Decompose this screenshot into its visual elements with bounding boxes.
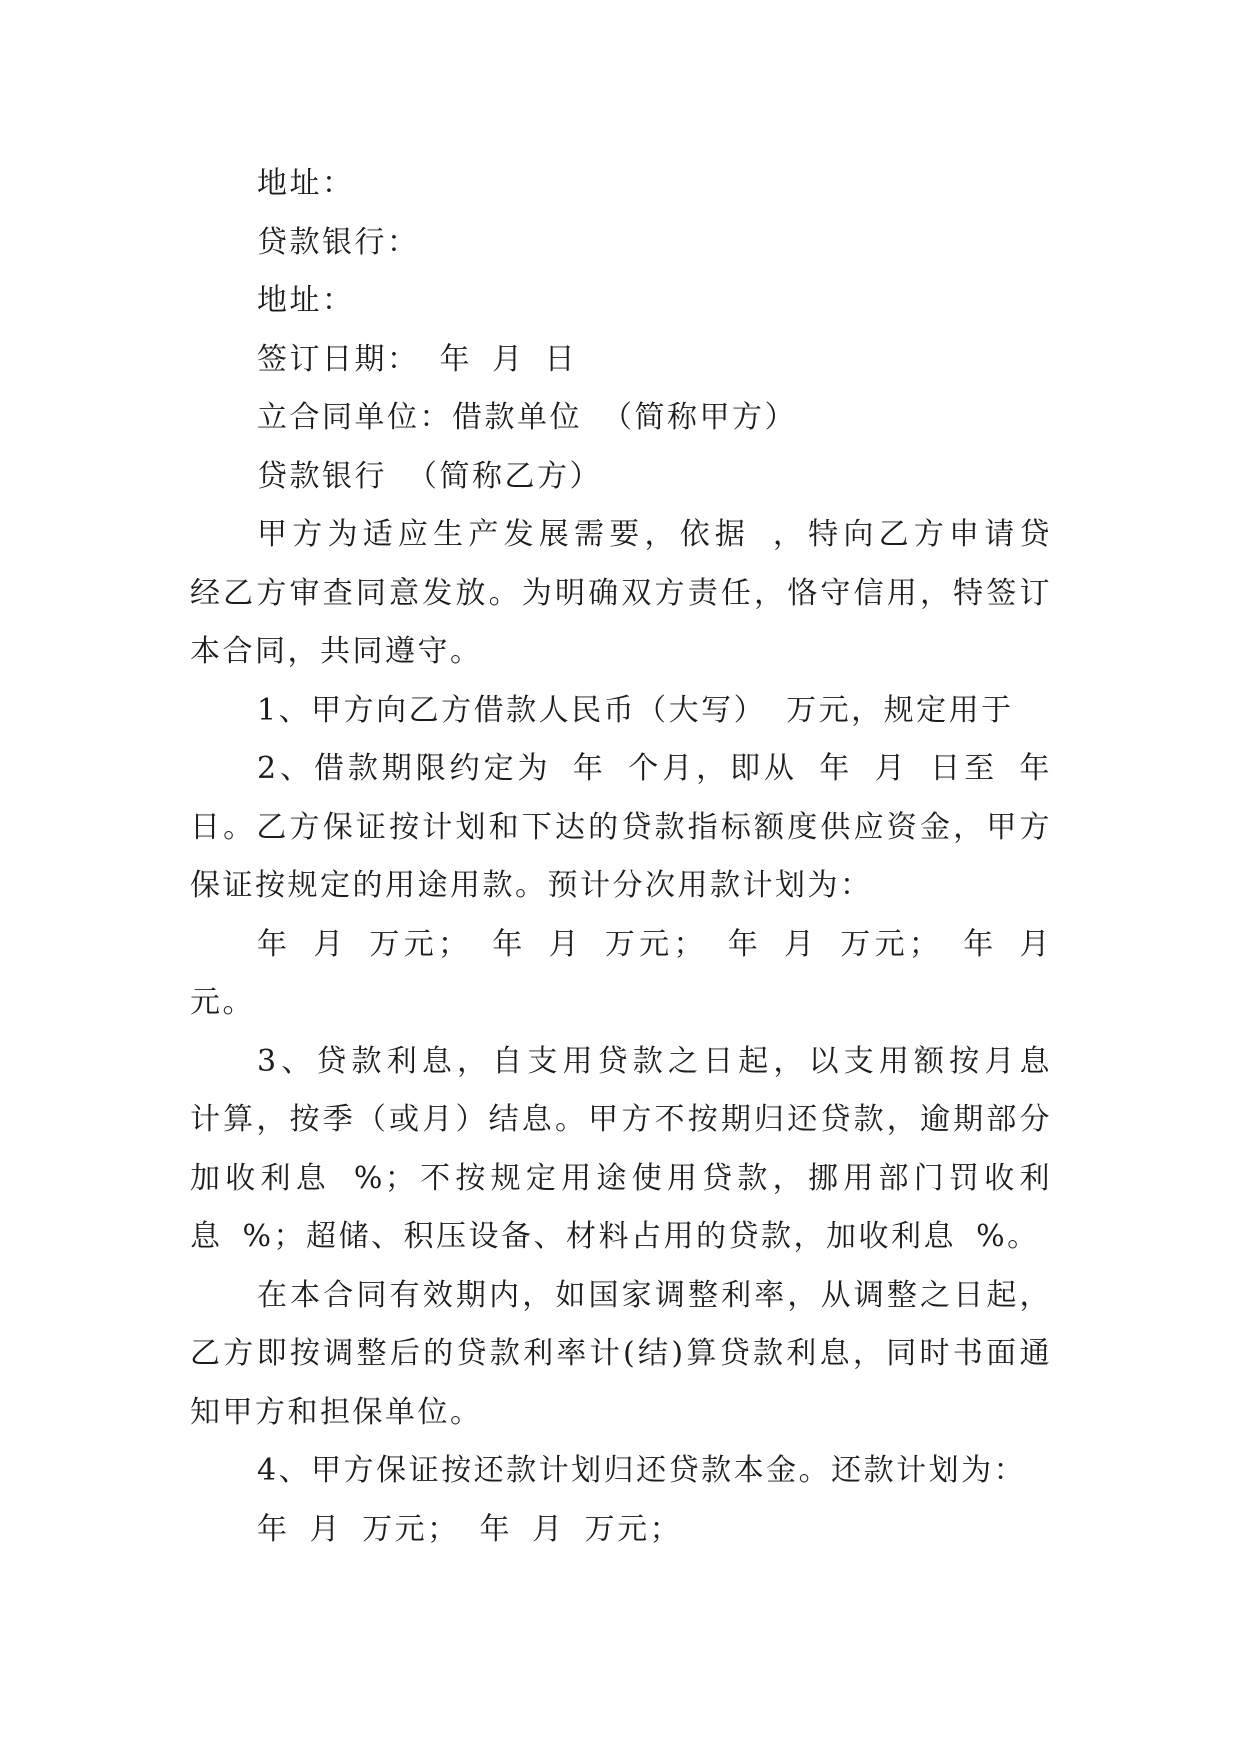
paragraph-contracting-bank	[190, 448, 1052, 507]
text-line: 在本合同有效期内，如国家调整利率，从调整之日起，	[257, 1277, 1052, 1313]
text-line: 地址：	[257, 166, 355, 201]
text-line: 甲方为适应生产发展需要，依据 ，特向乙方申请贷	[257, 517, 1052, 552]
text-line: 日。乙方保证按计划和下达的贷款指标额度供应资金，甲方	[190, 809, 1052, 845]
paragraph-contracting-borrower	[190, 389, 1052, 448]
text-line: 3、贷款利息，自支用贷款之日起，以支用额按月息	[257, 1043, 1052, 1079]
paragraph-preamble	[190, 506, 1052, 682]
text-line: 2、借款期限约定为 年 个月，即从 年 月 日至 年	[257, 751, 1052, 786]
text-line: 本合同，共同遵守。	[190, 634, 483, 669]
text-line: 贷款银行 （简称乙方）	[257, 458, 603, 494]
text-line: 年 月 万元； 年 月 万元； 年 月 万元； 年 月	[257, 926, 1052, 962]
text-line: 贷款银行：	[257, 224, 420, 260]
text-line: 元。	[190, 985, 255, 1020]
text-line: 息 %；超储、积压设备、材料占用的贷款，加收利息 %。	[190, 1219, 1040, 1254]
paragraph-repayment-schedule	[190, 1501, 1052, 1560]
text-line: 地址：	[257, 283, 355, 318]
text-line: 保证按规定的用途用款。预计分次用款计划为：	[190, 868, 873, 903]
text-line: 立合同单位：借款单位 （简称甲方）	[257, 400, 798, 435]
paragraph-rate-adjustment	[190, 1267, 1052, 1443]
text-line: 年 月 万元； 年 月 万元；	[257, 1511, 683, 1547]
paragraph-signing-date	[190, 331, 1052, 390]
text-line: 经乙方审查同意发放。为明确双方责任，恪守信用，特签订	[190, 575, 1052, 611]
text-line: 乙方即按调整后的贷款利率计(结)算贷款利息，同时书面通	[190, 1336, 1052, 1371]
text-line: 计算，按季（或月）结息。甲方不按期归还贷款，逾期部分	[190, 1102, 1052, 1137]
paragraph-borrower-address	[190, 155, 1052, 214]
text-line: 签订日期： 年 月 日	[257, 341, 578, 377]
paragraph-bank-address	[190, 272, 1052, 331]
document-body	[190, 155, 1052, 1559]
paragraph-clause-4-repayment	[190, 1442, 1052, 1501]
text-line: 1、甲方向乙方借款人民币（大写） 万元，规定用于	[257, 692, 1014, 728]
paragraph-drawdown-schedule	[190, 916, 1052, 1033]
text-line: 4、甲方保证按还款计划归还贷款本金。还款计划为：	[257, 1453, 1027, 1488]
paragraph-clause-2-loan-term	[190, 740, 1052, 916]
paragraph-clause-3-interest	[190, 1033, 1052, 1267]
text-line: 知甲方和担保单位。	[190, 1394, 483, 1430]
paragraph-clause-1-loan-amount	[190, 682, 1052, 741]
paragraph-lending-bank	[190, 214, 1052, 273]
text-line: 加收利息 %；不按规定用途使用贷款，挪用部门罚收利	[190, 1160, 1052, 1196]
